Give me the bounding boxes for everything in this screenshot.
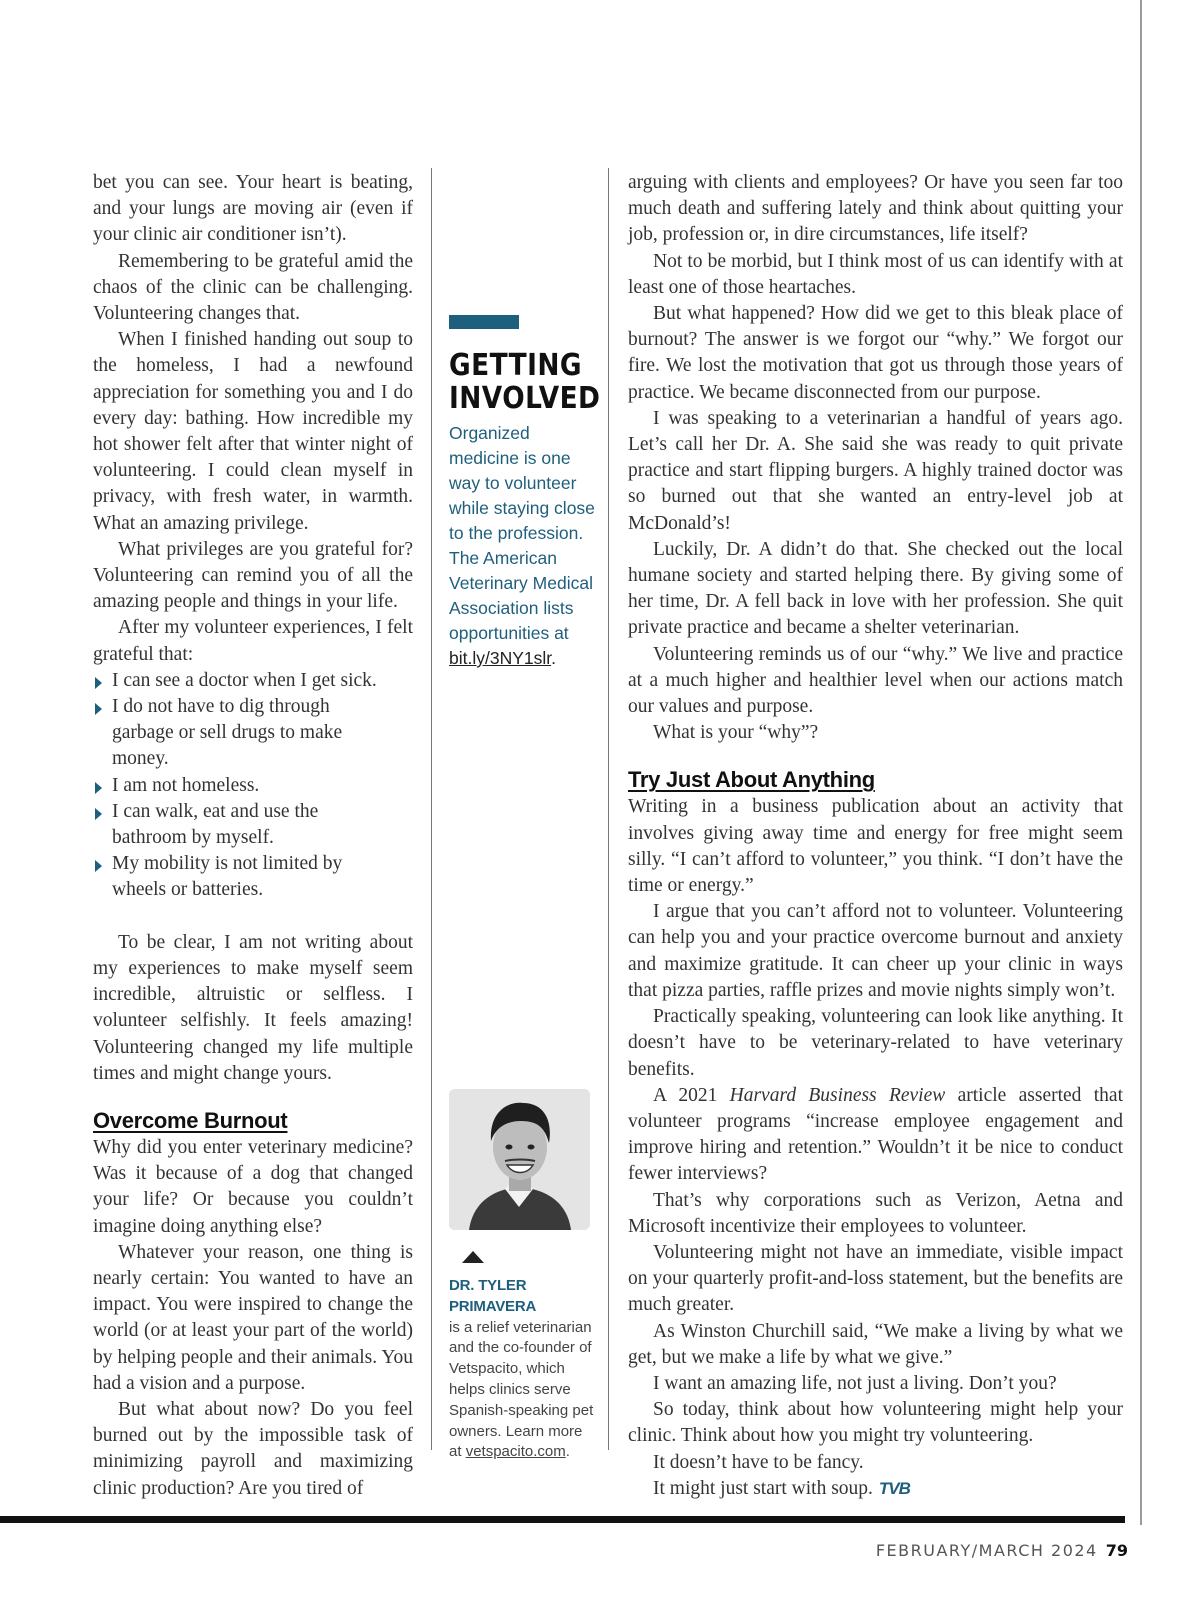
author-description: is a relief veterinarian and the co-founder of Vetspacito, which helps clinics serve Spanish-speaking pet owners. Learn more at <box>449 1318 594 1461</box>
paragraph: Luckily, Dr. A didn’t do that. She checked out the local humane society and started helping there. By giving some of her time, Dr. A fell back in love with her profession. She quit private practice and became a shelter veterinarian. <box>628 538 1123 639</box>
paragraph: Writing in a business publication about an activity that involves giving away time and energy for free might seem silly. “I can’t afford to volunteer,” you think. “I don’t have the time or energy.” <box>628 796 1123 897</box>
paragraph-text: A 2021 <box>653 1084 730 1106</box>
paragraph <box>628 1476 1123 1502</box>
paragraph: I want an amazing life, not just a living. Don’t you? <box>653 1372 1057 1394</box>
sidebar-link-suffix: . <box>551 648 556 668</box>
author-name: DR. TYLER PRIMAVERA <box>449 1277 537 1315</box>
spacer <box>93 904 413 930</box>
paragraph-text: article asserted that volunteer programs “increase employee engagement and improve hiring and retention.” Wouldn’t it be nice to conduct fewer interviews? <box>628 1084 1123 1185</box>
section-heading: Try Just About Anything <box>628 767 875 793</box>
paragraph: What is your “why”? <box>653 722 819 744</box>
author-link-suffix: . <box>565 1443 570 1461</box>
paragraph: What privileges are you grateful for? Volunteering can remind you of all the amazing people and things in your life. <box>93 538 413 613</box>
section-heading: Overcome Burnout <box>93 1107 288 1133</box>
list-item: My mobility is not limited by wheels or batteries. <box>93 851 382 903</box>
paragraph-text: It might just start with soup. <box>653 1477 873 1499</box>
vetspacito-link[interactable]: vetspacito.com <box>465 1443 566 1461</box>
paragraph: It doesn’t have to be fancy. <box>653 1451 864 1473</box>
tvb-end-logo: TVB <box>878 1478 910 1498</box>
paragraph: Not to be morbid, but I think most of us can identify with at least one of those heartaches. <box>628 250 1123 298</box>
author-photo <box>449 1089 590 1230</box>
issue-date: FEBRUARY/MARCH 2024 <box>875 1541 1098 1560</box>
paragraph: Practically speaking, volunteering can look like anything. It doesn’t have to be veterinary-related to have veterinary benefits. <box>628 1006 1123 1080</box>
caret-up-icon <box>462 1251 484 1263</box>
paragraph: To be clear, I am not writing about my experiences to make myself seem incredible, altruistic or selfless. I volunteer selfishly. It feels amazing! Volunteering changed my life multiple times and might change yours. <box>93 931 413 1084</box>
paragraph: arguing with clients and employees? Or have you seen far too much death and suffering lately and think about quitting your job, profession or, in dire circumstances, life itself? <box>628 172 1123 246</box>
author-bio <box>449 1276 599 1463</box>
sidebar-divider-left <box>431 168 432 1450</box>
paragraph: So today, think about how volunteering might help your clinic. Think about how you might try volunteering. <box>628 1399 1123 1447</box>
paragraph: As Winston Churchill said, “We make a living by what we get, but we make a life by what we give.” <box>628 1320 1123 1368</box>
accent-bar <box>449 315 519 329</box>
paragraph: I was speaking to a veterinarian a handful of years ago. Let’s call her Dr. A. She said she was ready to quit private practice and start flipping burgers. A highly trained doctor was so burned out that she wanted an entry-level job at McDonald’s! <box>628 407 1123 534</box>
paragraph: When I finished handing out soup to the homeless, I had a newfound appreciation for something you and I do every day: bathing. How incredible my hot shower felt after that winter night of volunteering. I could clean myself in privacy, with fresh water, in warmth. What an amazing privilege. <box>93 329 413 534</box>
paragraph: That’s why corporations such as Verizon, Aetna and Microsoft incentivize their employees to volunteer. <box>628 1189 1123 1237</box>
list-item: I can see a doctor when I get sick. <box>93 668 382 694</box>
paragraph <box>628 1083 1123 1188</box>
paragraph: bet you can see. Your heart is beating, and your lungs are moving air (even if your clinic air conditioner isn’t). <box>93 172 413 246</box>
author-portrait-icon <box>449 1089 590 1230</box>
paragraph: Volunteering reminds us of our “why.” We live and practice at a much higher and healthier level when our actions match our values and purpose. <box>628 643 1123 718</box>
paragraph: I argue that you can’t afford not to volunteer. Volunteering can help you and your practice overcome burnout and anxiety and maximize gratitude. It can cheer up your clinic in ways that pizza parties, raffle prizes and movie nights simply won’t. <box>628 901 1123 1001</box>
paragraph: Remembering to be grateful amid the chaos of the clinic can be challenging. Volunteering changes that. <box>93 250 413 325</box>
right-column <box>628 170 1123 1502</box>
paragraph: After my volunteer experiences, I felt grateful that: <box>93 617 413 665</box>
paragraph: Volunteering might not have an immediate, visible impact on your quarterly profit-and-loss statement, but the benefits are much greater. <box>628 1241 1123 1316</box>
sidebar-divider-right <box>608 168 609 1450</box>
gratitude-list <box>93 668 413 904</box>
sidebar-body: Organized medicine is one way to volunteer while staying close to the profession. The American Veterinary Medical Association lists opportunities at <box>449 423 595 643</box>
left-column <box>93 170 413 1502</box>
sidebar-title-line: INVOLVED <box>449 381 601 416</box>
avma-link[interactable]: bit.ly/3NY1slr <box>449 648 552 668</box>
paragraph: Why did you enter veterinary medicine? Was it because of a dog that changed your life? Or because you couldn’t imagine doing anything else? <box>93 1136 413 1237</box>
paragraph: Whatever your reason, one thing is nearly certain: You wanted to have an impact. You were inspired to change the world (or at least your part of the world) by helping people and their animals. You had a vision and a purpose. <box>93 1241 413 1394</box>
page-number: 79 <box>1105 1541 1128 1560</box>
list-item: I am not homeless. <box>93 773 382 799</box>
bottom-rule <box>0 1516 1125 1523</box>
sidebar-title-line: GETTING <box>449 348 583 383</box>
paragraph: But what happened? How did we get to this bleak place of burnout? The answer is we forgot our “why.” We forgot our fire. We lost the motivation that got us through those years of practice. We became disconnected from our purpose. <box>628 303 1123 403</box>
getting-involved-sidebar <box>449 315 599 671</box>
sidebar-text <box>449 421 599 671</box>
page-footer <box>876 1541 1128 1560</box>
paragraph: But what about now? Do you feel burned out by the impossible task of minimizing payroll and maximizing clinic production? Are you tired of <box>93 1398 413 1499</box>
sidebar-title <box>449 348 601 416</box>
publication-title: Harvard Business Review <box>729 1084 946 1106</box>
list-item: I can walk, eat and use the bathroom by myself. <box>93 799 382 851</box>
page-edge-rule <box>1140 0 1142 1525</box>
list-item: I do not have to dig through garbage or sell drugs to make money. <box>93 694 382 773</box>
